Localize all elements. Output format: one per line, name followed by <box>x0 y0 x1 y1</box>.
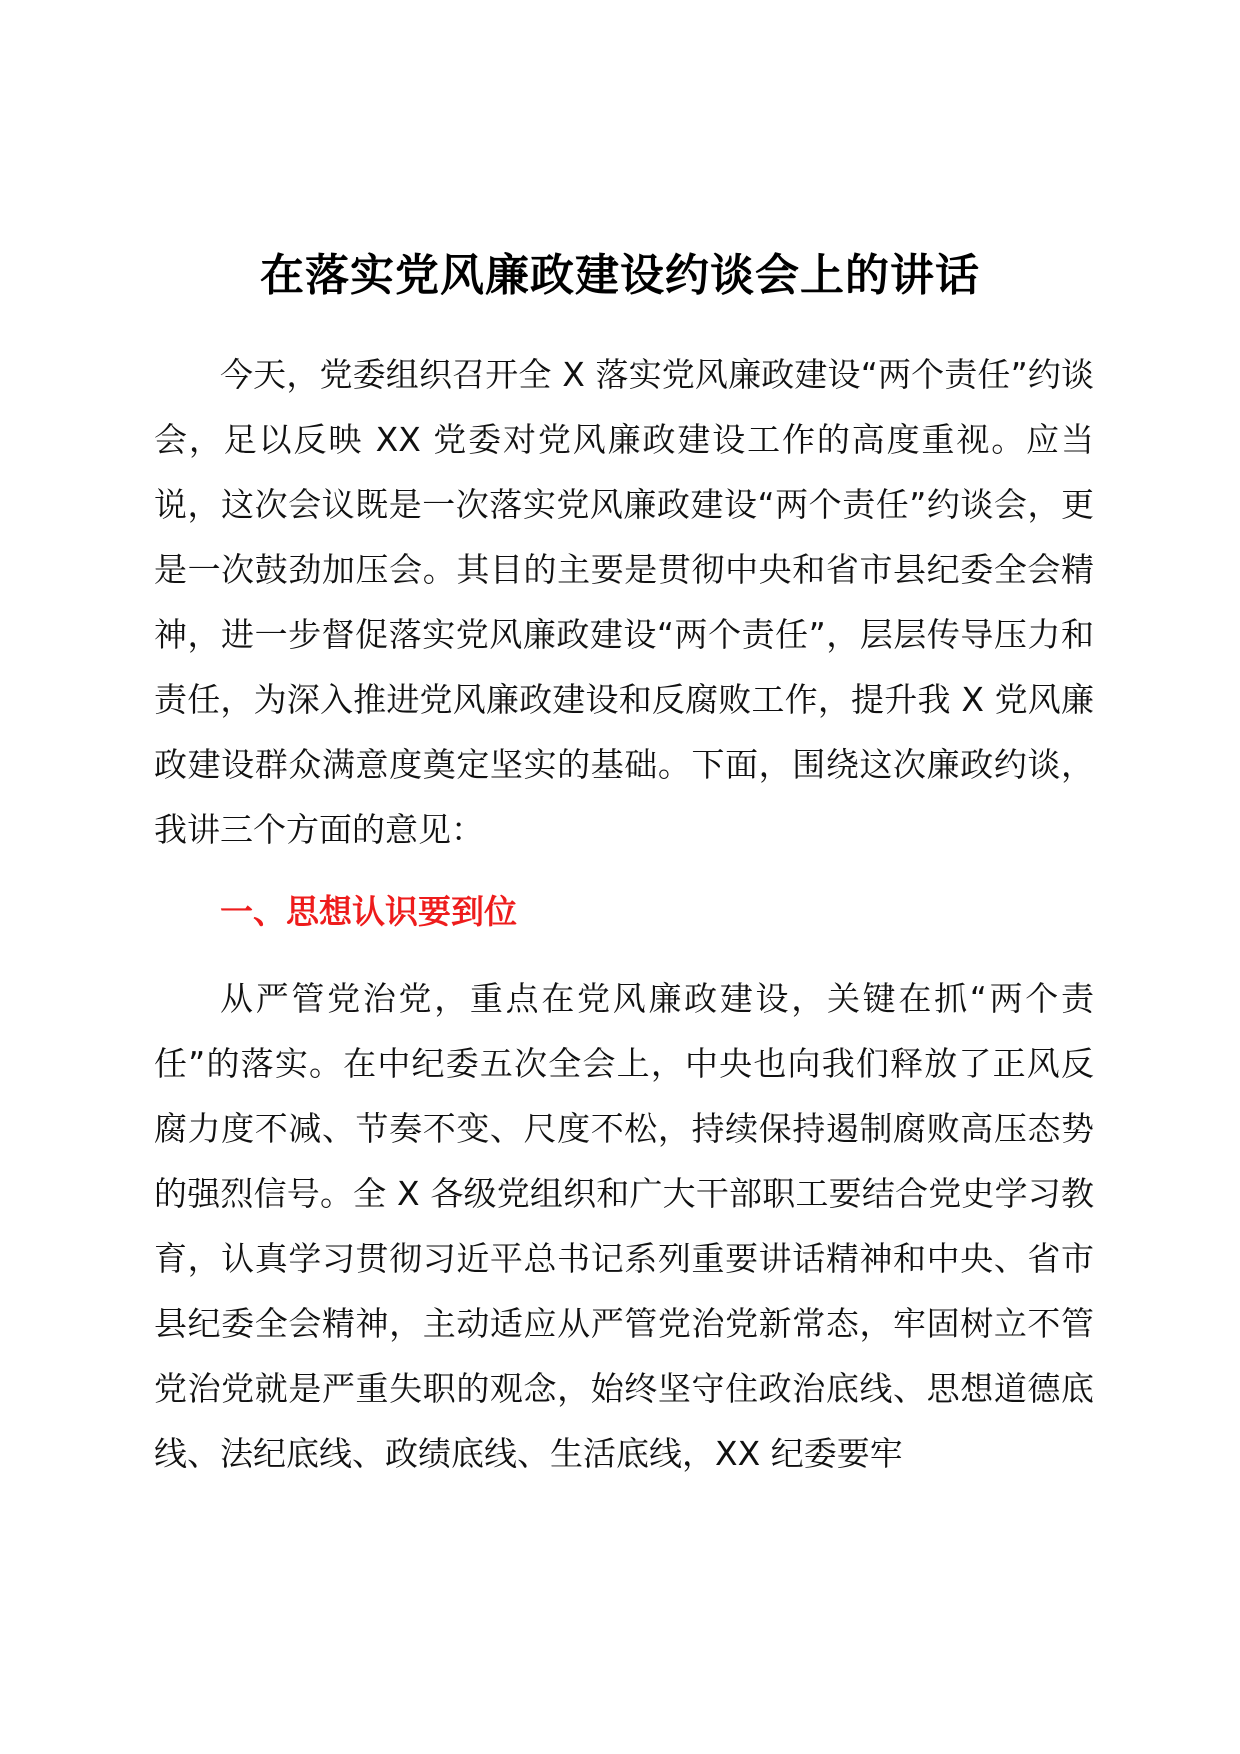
body-paragraph: 今天，党委组织召开全 X 落实党风廉政建设“两个责任”约谈会，足以反映 XX 党委对党风廉政建设工作的高度重视。应当说，这次会议既是一次落实党风廉政建设“两个责任”约谈会，更是一次鼓劲加压会。其目的主要是贯彻中央和省市县纪委全会精神，进一步督促落实党风廉政建设“两个责任”，层层传导压力和责任，为深入推进党风廉政建设和反腐败工作，提升我 X 党风廉政建设群众满意度奠定坚实的基础。下面，围绕这次廉政约谈，我讲三个方面的意见： <box>154 355 1094 849</box>
section-heading: 一、思想认识要到位 <box>220 892 517 931</box>
document-title: 在落实党风廉政建设约谈会上的讲话 <box>260 250 980 301</box>
body-paragraph: 从严管党治党，重点在党风廉政建设，关键在抓“两个责任”的落实。在中纪委五次全会上，中央也向我们释放了正风反腐力度不减、节奏不变、尺度不松，持续保持遏制腐败高压态势的强烈信号。全 X 各级党组织和广大干部职工要结合党史学习教育，认真学习贯彻习近平总书记系列重要讲话精神和中央、省市县纪委全会精神，主动适应从严管党治党新常态，牢固树立不管党治党就是严重失职的观念，始终坚守住政治底线、思想道德底线、法纪底线、政绩底线、生活底线，XX 纪委要牢 <box>154 979 1094 1473</box>
